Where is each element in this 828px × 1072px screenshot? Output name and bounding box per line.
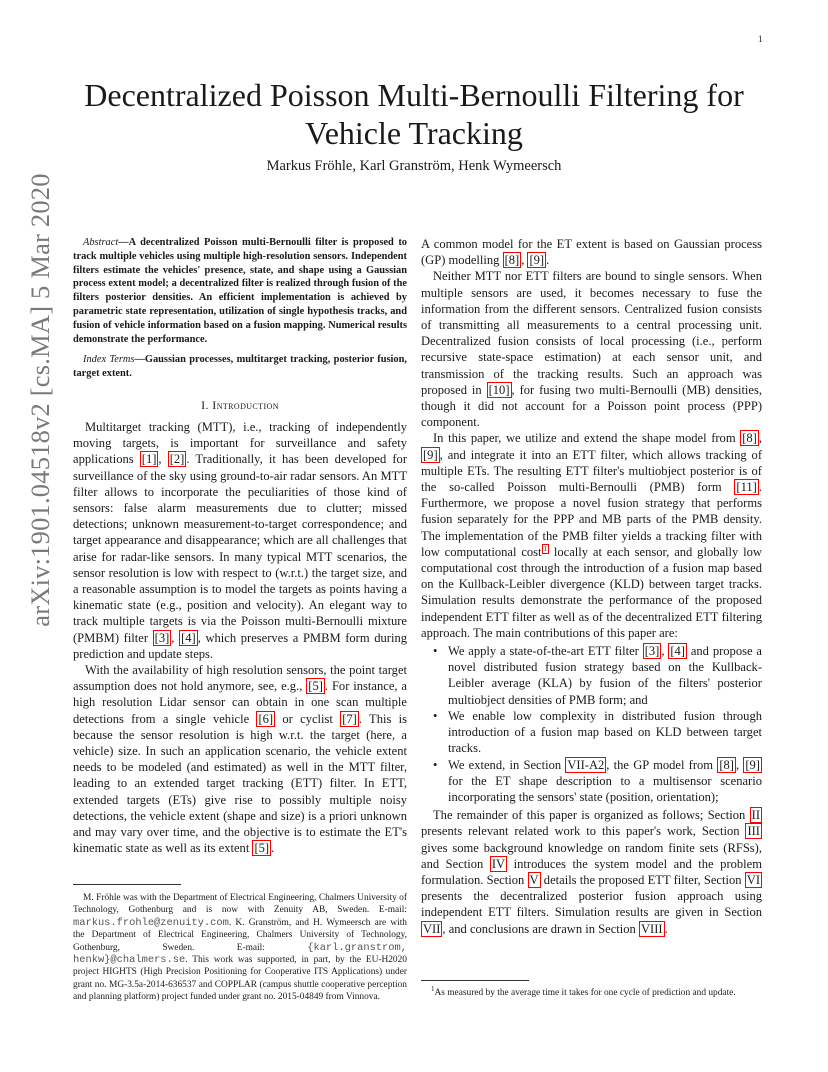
intro-paragraph-4: Neither MTT nor ETT filters are bound to single sensors. When multiple sensors are used, it becomes necessary to fuse the information from the different sensors. Centralized fusion consists of transmitting all measurements to a central processing unit. Decentralized fusion consists of local processing (i.e., perform recursive state-space estimation) at each sensor unit, and transmission of the tracking results. Such an approach was proposed in [10] , for fusing two multi-Bernoulli (MB) densities, though it did not account for a Poisson point process (PPP) component. (421, 269, 763, 430)
list-item: • We extend, in Section VII-A2 , the GP model from [8] , [9] for the ET shape description to a multisensor scenario incorporating the sensors' state (position, orientation); (448, 757, 762, 806)
index-terms-label: Index Terms (83, 354, 135, 366)
citation-link[interactable]: [5] (254, 841, 270, 856)
section-link[interactable]: VIII (640, 921, 663, 936)
citation-link[interactable]: [11] (736, 480, 757, 495)
citation-link[interactable]: [9] (745, 757, 760, 772)
citation-link[interactable]: [5] (308, 679, 323, 694)
intro-paragraph-6: The remainder of this paper is organized as follows; Section II presents relevant related work to this paper's work, Section III gives some background knowledge on random finite sets (RFSs), and Section IV introduces the system model and the problem formulation. Section V details the proposed ETT filter, Section VI presents the decentralized posterior fusion approach using independent ETT filters. Simulation results are given in Section VII , and conclusions are drawn in Section VIII . (421, 808, 762, 936)
author-list: Markus Fröhle, Karl Granström, Henk Wymeersch (266, 158, 562, 174)
index-terms-text: —Gaussian processes, multitarget tracking, posterior fusion, target extent. (73, 354, 407, 380)
footnote-mark-link[interactable]: 1 (543, 544, 548, 553)
section-heading-introduction: I. Introduction (201, 397, 279, 412)
abstract-label: Abstract (83, 237, 119, 248)
section-link[interactable]: III (747, 824, 760, 839)
computational-cost-footnote: $^1$As measured by the average time it takes for one cycle of prediction and update. (431, 984, 736, 998)
footnote-divider (73, 884, 181, 885)
citation-link[interactable]: [7] (342, 711, 357, 726)
arxiv-side-identifier: arXiv:1901.04518v2 [cs.MA] 5 Mar 2020 (25, 173, 55, 627)
abstract (73, 236, 407, 346)
intro-paragraph-1: Multitarget tracking (MTT), i.e., tracking of independently moving targets, is important for surveillance and safety applications [1] , [2] . Traditionally, it has been developed for surveillance of the sky using ground-to-air radar sensors. An MTT filter allows to incorporate the peculiarities of those kind of sensors: false alarm measurements due to clutter; missed detections; unknown measurement-to-target correspondence; and target appearance and disappearance; which are all challenges that arise for radar-like sensors. In many typical MTT scenarios, the sensor resolution is low with respect to (w.r.t.) the target size, and a reasonable assumption is to model the targets as points having a kinematic state (e.g., position and velocity). An elegant way to track multiple targets is via the Poisson multi-Bernoulli mixture (PMBM) filter [3] , [4] , which preserves a PMBM form during prediction and update steps. (73, 419, 408, 661)
list-item: • We apply a state-of-the-art ETT filter [3] , [4] and propose a novel distributed fusion strategy based on the Kullback-Leibler average (KLA) by fusion of the filters' posterior multiobject densities of PMB form; and (448, 643, 762, 708)
citation-link[interactable]: [4] (181, 630, 196, 645)
intro-paragraph-3: A common model for the ET extent is based on Gaussian process (GP) modelling [8] , [9] . (421, 237, 762, 268)
affiliation-footnote: M. Fröhle was with the Department of Electrical Engineering, Chalmers University of Technology, Gothenburg and is now with Zenuity AB, Sweden. E-mail: markus.frohle@zenuity.com. K. Granström, and H. Wymeersch are with the Department of Electrical Engineering, Chalmers University of Technology, Gothenburg, Sweden. E-mail: {karl.granstrom, henkw}@chalmers.se. This work was supported, in part, by the EU-H2020 project HIGHTS (High Precision Positioning for Cooperative ITS Applications) under grant no. MG-3.5a-2014-636537 and COPPLAR (campus shuttle cooperative perception and planning platform) project funded under grant no. 2015-04849 from Vinnova. (73, 893, 407, 1003)
citation-link[interactable]: [6] (258, 711, 274, 726)
section-link[interactable]: V (529, 872, 539, 887)
citation-link[interactable]: [9] (423, 447, 438, 462)
citation-link[interactable]: [1] (141, 452, 157, 467)
citation-link[interactable]: [2] (169, 452, 185, 467)
index-terms (73, 353, 407, 381)
email-link[interactable]: markus.frohle@zenuity.com (73, 916, 229, 929)
email-link[interactable]: {karl.granstrom, henkw}@chalmers.se (73, 941, 407, 967)
citation-link[interactable]: [8] (504, 253, 520, 268)
intro-paragraph-5: In this paper, we utilize and extend the shape model from [8] , [9] , and integrate it into an ETT filter, which allows tracking of multiple ETs. The resulting ETT filter's multiobject posterior is of the so-called Poisson multi-Bernoulli (PMB) form [11] . Furthermore, we propose a novel fusion strategy that performs fusion separately for the PPP and MB parts of the PMB density. The implementation of the PMB filter yields a tracking filter with low computational cost $^1$ locally at each sensor, and globally low computational cost through the introduction of a fusion map based on the Kullback-Leibler divergence (KLD) between target tracks. Simulation results demonstrate the performance of the proposed independent ETT filter as well as of the decentralized ETT filtering approach. The main contributions of this paper are: (421, 431, 762, 640)
citation-link[interactable]: [3] (644, 644, 660, 659)
left-column (73, 236, 407, 856)
section-link[interactable]: II (751, 808, 760, 823)
citation-link[interactable]: [8] (719, 757, 734, 772)
citation-link[interactable]: [8] (742, 431, 757, 446)
citation-link[interactable]: [3] (154, 630, 170, 645)
citation-link[interactable]: [9] (529, 253, 545, 268)
section-link[interactable]: VI (746, 872, 761, 887)
section-link[interactable]: VII (423, 921, 441, 936)
abstract-text: —A decentralized Poisson multi-Bernoulli filter is proposed to track multiple vehicles using multiple high-resolution sensors. Independent filters estimate the vehicles' presence, state, and shape using a Gaussian process extent model; a decentralized filter is realized through fusion of the filters posterior densities. An efficient implementation is achieved by parametric state representation, utilization of single hypothesis tracks, and fusion of vehicle information based on a fusion mapping. Numerical results demonstrate the performance. (73, 237, 407, 345)
page-number: 1 (758, 34, 763, 44)
right-column (421, 236, 762, 937)
citation-link[interactable]: [4] (670, 644, 685, 659)
section-link[interactable]: VII-A2 (567, 757, 605, 772)
list-item: • We enable low complexity in distributed fusion through introduction of a fusion map based on KLD between target tracks. (448, 708, 762, 757)
footnote-mark: 1 (431, 984, 435, 993)
citation-link[interactable]: [10] (488, 382, 510, 397)
paper-title: Decentralized Poisson Multi-Bernoulli Filtering for Vehicle Tracking (84, 77, 744, 151)
section-link[interactable]: IV (491, 856, 506, 871)
footnote-divider (421, 980, 529, 981)
contributions-list (421, 643, 762, 805)
intro-paragraph-2: With the availability of high resolution sensors, the point target assumption does not hold anymore, see, e.g., [5] . For instance, a high resolution Lidar sensor can obtain in one scan multiple detections from a single vehicle [6] or cyclist [7] . This is because the sensor resolution is high w.r.t. the target (here, a vehicle) size. In such an application scenario, the vehicle extent needs to be modeled (and estimated) as well in the MTT filter, leading to an extended target tracking (ETT) filter. In ETT, extended targets (ETs) give rise to possibly multiple noisy detections, the vehicle extent (shape and size) is a priori unknown and may vary over time, and the objective is to estimate the ET's kinematic state as well as its extent [5] . (73, 663, 407, 856)
